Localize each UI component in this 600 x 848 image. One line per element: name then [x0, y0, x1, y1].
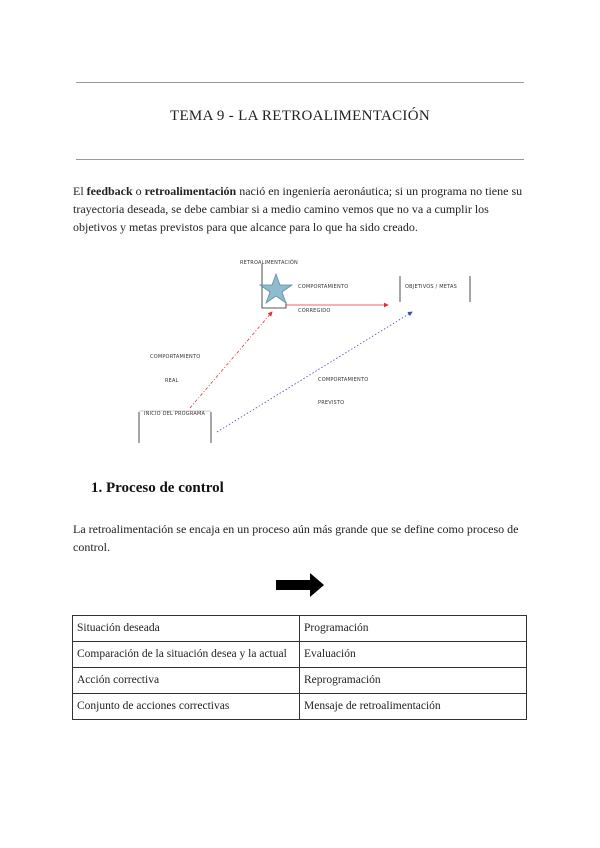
table-cell: Comparación de la situación desea y la actual	[73, 642, 300, 668]
label-previsto: PREVISTO	[318, 400, 345, 406]
table-row	[73, 642, 527, 668]
diagram-svg	[0, 250, 600, 450]
expected-behaviour-arrow	[217, 312, 412, 432]
table-cell: Evaluación	[300, 642, 527, 668]
label-comportamiento-previsto: COMPORTAMIENTO	[318, 377, 369, 383]
label-objetivos: OBJETIVOS / METAS	[405, 284, 457, 290]
label-comportamiento-real: COMPORTAMIENTO	[150, 354, 201, 360]
label-comportamiento-top: COMPORTAMIENTO	[298, 284, 349, 290]
intro-rest: nació en ingeniería aeronáutica; si un programa no tiene su trayectoria deseada, se debe cambiar si a medio camino vemos que no va a cumplir los objetivos y metas previstos para que alcance para lo que ha sido creado.	[73, 184, 523, 234]
table-row	[73, 694, 527, 720]
control-process-table	[72, 615, 527, 720]
label-real: REAL	[165, 378, 179, 384]
term-feedback: feedback	[86, 184, 133, 198]
star-icon	[260, 274, 292, 303]
feedback-diagram	[0, 250, 600, 450]
label-inicio-programa: INICIO DEL PROGRAMA	[144, 411, 206, 417]
section-paragraph: La retroalimentación se encaja en un proceso aún más grande que se define como proceso de control.	[73, 522, 519, 554]
intro-connector: o	[132, 184, 145, 198]
table-cell: Mensaje de retroalimentación	[300, 694, 527, 720]
table-cell: Acción correctiva	[73, 668, 300, 694]
table-cell: Reprogramación	[300, 668, 527, 694]
intro-paragraph	[73, 182, 533, 236]
right-arrow-icon	[276, 572, 326, 598]
actual-behaviour-arrow	[190, 312, 272, 408]
term-retroalimentacion: retroalimentación	[144, 184, 237, 198]
label-retroalimentacion: RETROALIMENTACIÓN	[240, 260, 298, 266]
page-title: TEMA 9 - LA RETROALIMENTACIÓN	[170, 108, 430, 124]
label-corregido: CORREGIDO	[298, 308, 331, 314]
table-cell: Conjunto de acciones correctivas	[73, 694, 300, 720]
bottom-divider	[76, 159, 524, 160]
table-cell: Programación	[300, 616, 527, 642]
table-row	[73, 668, 527, 694]
table-row	[73, 616, 527, 642]
intro-lead: El	[73, 184, 87, 198]
top-divider	[76, 82, 524, 83]
table-cell: Situación deseada	[73, 616, 300, 642]
section-heading: 1. Proceso de control	[91, 480, 224, 496]
